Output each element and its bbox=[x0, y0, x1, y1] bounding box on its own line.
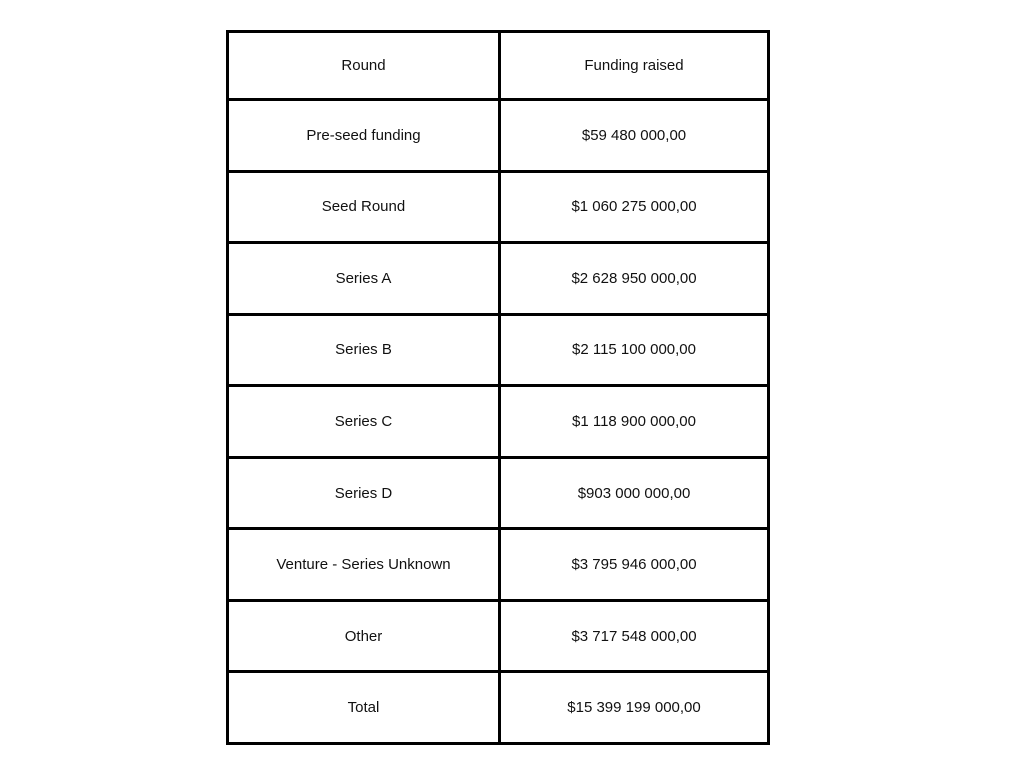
header-round: Round bbox=[228, 32, 500, 100]
cell-round: Seed Round bbox=[228, 171, 500, 243]
funding-table bbox=[226, 30, 770, 745]
table-row bbox=[228, 171, 769, 243]
table-row bbox=[228, 600, 769, 672]
table-row bbox=[228, 314, 769, 386]
table-row bbox=[228, 243, 769, 315]
cell-round: Pre-seed funding bbox=[228, 100, 500, 172]
cell-round: Series B bbox=[228, 314, 500, 386]
cell-funding: $2 628 950 000,00 bbox=[500, 243, 769, 315]
table-header-row bbox=[228, 32, 769, 100]
cell-round: Series D bbox=[228, 457, 500, 529]
cell-round: Series A bbox=[228, 243, 500, 315]
header-funding-raised: Funding raised bbox=[500, 32, 769, 100]
table-row bbox=[228, 100, 769, 172]
cell-funding: $903 000 000,00 bbox=[500, 457, 769, 529]
cell-funding: $59 480 000,00 bbox=[500, 100, 769, 172]
table-row-total bbox=[228, 672, 769, 744]
cell-funding: $3 717 548 000,00 bbox=[500, 600, 769, 672]
cell-funding-total: $15 399 199 000,00 bbox=[500, 672, 769, 744]
cell-funding: $1 118 900 000,00 bbox=[500, 386, 769, 458]
table-row bbox=[228, 386, 769, 458]
funding-table-container bbox=[226, 30, 770, 745]
table-row bbox=[228, 529, 769, 601]
cell-round: Other bbox=[228, 600, 500, 672]
table-row bbox=[228, 457, 769, 529]
cell-round: Series C bbox=[228, 386, 500, 458]
cell-funding: $3 795 946 000,00 bbox=[500, 529, 769, 601]
cell-round: Venture - Series Unknown bbox=[228, 529, 500, 601]
cell-funding: $2 115 100 000,00 bbox=[500, 314, 769, 386]
cell-funding: $1 060 275 000,00 bbox=[500, 171, 769, 243]
cell-round-total: Total bbox=[228, 672, 500, 744]
